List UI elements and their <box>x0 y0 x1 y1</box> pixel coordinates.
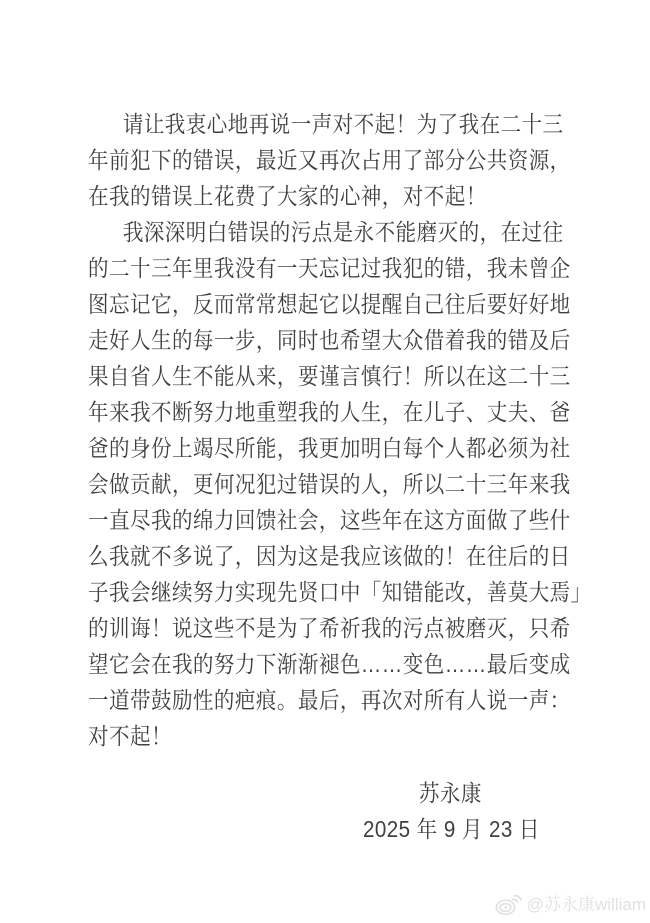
watermark <box>495 894 646 916</box>
letter-line: 么我就不多说了，因为这是我应该做的！在往后的日 <box>88 543 571 569</box>
letter-line: 在我的错误上花费了大家的心神，对不起！ <box>88 183 487 209</box>
signature-name: 苏永康 <box>418 780 482 806</box>
letter-line: 图忘记它，反而常常想起它以提醒自己往后要好好地 <box>88 291 571 317</box>
letter-line: 对不起！ <box>88 723 172 749</box>
letter-line: 望它会在我的努力下渐渐褪色……变色……最后变成 <box>88 651 571 677</box>
letter-line: 年前犯下的错误，最近又再次占用了部分公共资源， <box>88 147 571 173</box>
letter-line: 请让我衷心地再说一声对不起！为了我在二十三 <box>122 111 564 137</box>
letter-line: 的二十三年里我没有一天忘记过我犯的错，我未曾企 <box>88 255 571 281</box>
letter-line: 一道带鼓励性的疤痕。最后，再次对所有人说一声： <box>88 687 571 713</box>
letter-line: 一直尽我的绵力回馈社会，这些年在这方面做了些什 <box>88 507 571 533</box>
letter-line: 果自省人生不能从来，要谨言慎行！所以在这二十三 <box>88 363 571 389</box>
weibo-logo-icon <box>495 894 522 916</box>
signature-date: 2025 年 9 月 23 日 <box>363 816 540 842</box>
letter-line: 的训诲！说这些不是为了希祈我的污点被磨灭，只希 <box>88 615 571 641</box>
letter-line: 会做贡献，更何况犯过错误的人，所以二十三年来我 <box>88 471 571 497</box>
letter-line: 走好人生的每一步，同时也希望大众借着我的错及后 <box>88 327 571 353</box>
letter-body <box>88 106 592 847</box>
letter-line: 年来我不断努力地重塑我的人生，在儿子、丈夫、爸 <box>88 399 571 425</box>
watermark-handle: @苏永康william <box>526 895 646 914</box>
letter-paragraphs <box>88 106 592 754</box>
letter-line: 爸的身份上竭尽所能，我更加明白每个人都必须为社 <box>88 435 571 461</box>
letter-line: 我深深明白错误的污点是永不能磨灭的，在过往 <box>122 219 564 245</box>
letter-line: 子我会继续努力实现先贤口中「知错能改，善莫大焉」 <box>88 579 592 605</box>
